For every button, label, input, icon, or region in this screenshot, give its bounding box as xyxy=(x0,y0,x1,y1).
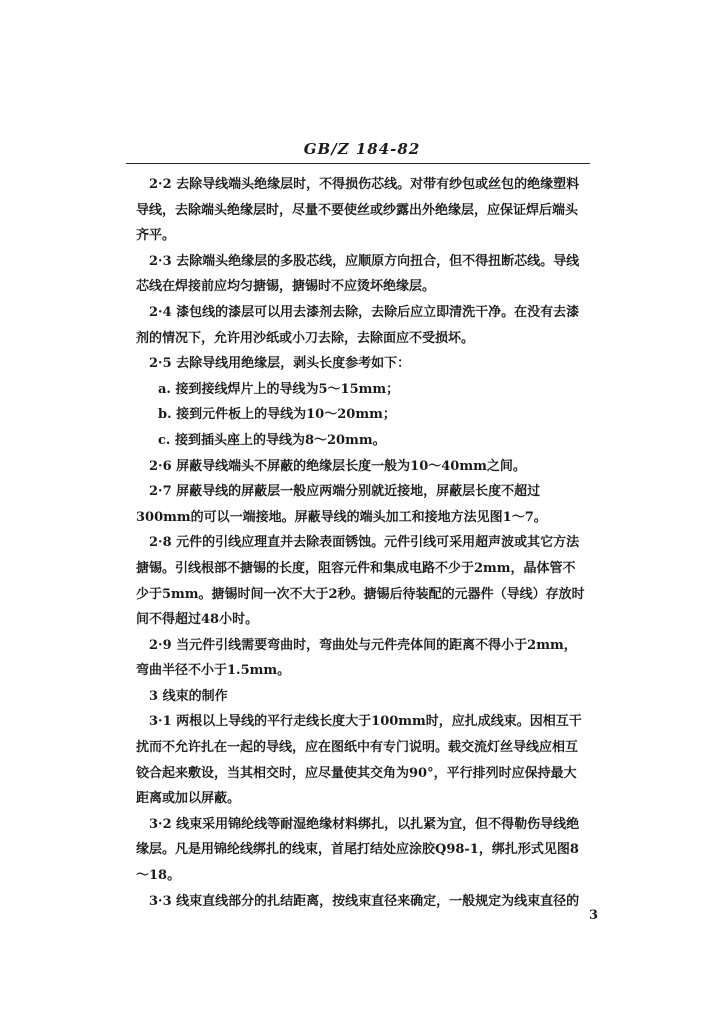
list-item-c: c. 接到插头座上的导线为8～20mm。 xyxy=(158,432,386,448)
header-rule xyxy=(126,163,590,164)
paragraph-2-8: 2·8 元件的引线应理直并去除表面锈蚀。元件引线可采用超声波或其它方法搪锡。引线根部不搪锡的长度，阻容元件和集成电路不少于2mm，晶体管不少于5mm。搪锡时间一次不大于2秒。搪锡后待装配的元器件（导线）存放时间不得超过48小时。 xyxy=(136,535,585,628)
paragraph-2-6: 2·6 屏蔽导线端头不屏蔽的绝缘层长度一般为10～40mm之间。 xyxy=(149,458,526,474)
body-text xyxy=(136,172,588,914)
paragraph-2-4: 2·4 漆包线的漆层可以用去漆剂去除，去除后应立即清洗干净。在没有去漆剂的情况下，允许用沙纸或小刀去除，去除面应不受损坏。 xyxy=(136,304,580,346)
paragraph-3-3: 3·3 线束直线部分的扎结距离，按线束直径来确定，一般规定为线束直径的 xyxy=(149,893,580,909)
page-number: 3 xyxy=(589,908,599,923)
paragraph-2-5: 2·5 去除导线用绝缘层，剥头长度参考如下： xyxy=(149,356,411,372)
paragraph-2-7: 2·7 屏蔽导线的屏蔽层一般应两端分别就近接地，屏蔽层长度不超过300mm的可以一端接地。屏蔽导线的端头加工和接地方法见图1～7。 xyxy=(136,484,547,525)
document-code-header: GB/Z 184-82 xyxy=(303,140,421,158)
paragraph-3-2: 3·2 线束采用锦纶线等耐湿绝缘材料绑扎，以扎紧为宜，但不得勒伤导线绝缘层。凡是用锦纶线绑扎的线束，首尾打结处应涂胶Q98-1，绑扎形式见图8～18。 xyxy=(136,816,580,884)
paragraph-3-1: 3·1 两根以上导线的平行走线长度大于100mm时，应扎成线束。因相互干扰而不允许扎在一起的导线，应在图纸中有专门说明。载交流灯丝导线应相互铰合起来敷设，当其相交时，应尽量使其交角为90°，平行排列时应保持最大距离或加以屏蔽。 xyxy=(136,714,582,807)
paragraph-2-2: 2·2 去除导线端头绝缘层时，不得损伤芯线。对带有纱包或丝包的绝缘塑料导线，去除端头绝缘层时，尽量不要使丝或纱露出外绝缘层，应保证焊后端头齐平。 xyxy=(136,177,580,244)
paragraph-2-9: 2·9 当元件引线需要弯曲时，弯曲处与元件壳体间的距离不得小于2mm，弯曲半径不小于1.5mm。 xyxy=(136,637,577,679)
section-3-heading: 3 线束的制作 xyxy=(149,688,228,704)
paragraph-2-3: 2·3 去除端头绝缘层的多股芯线，应顺原方向扭合，但不得扭断芯线。导线芯线在焊接前应均匀搪锡，搪锡时不应烫坏绝缘层。 xyxy=(136,253,580,295)
list-item-a: a. 接到接线焊片上的导线为5～15mm； xyxy=(158,381,400,397)
list-item-b: b. 接到元件板上的导线为10～20mm； xyxy=(158,407,396,423)
